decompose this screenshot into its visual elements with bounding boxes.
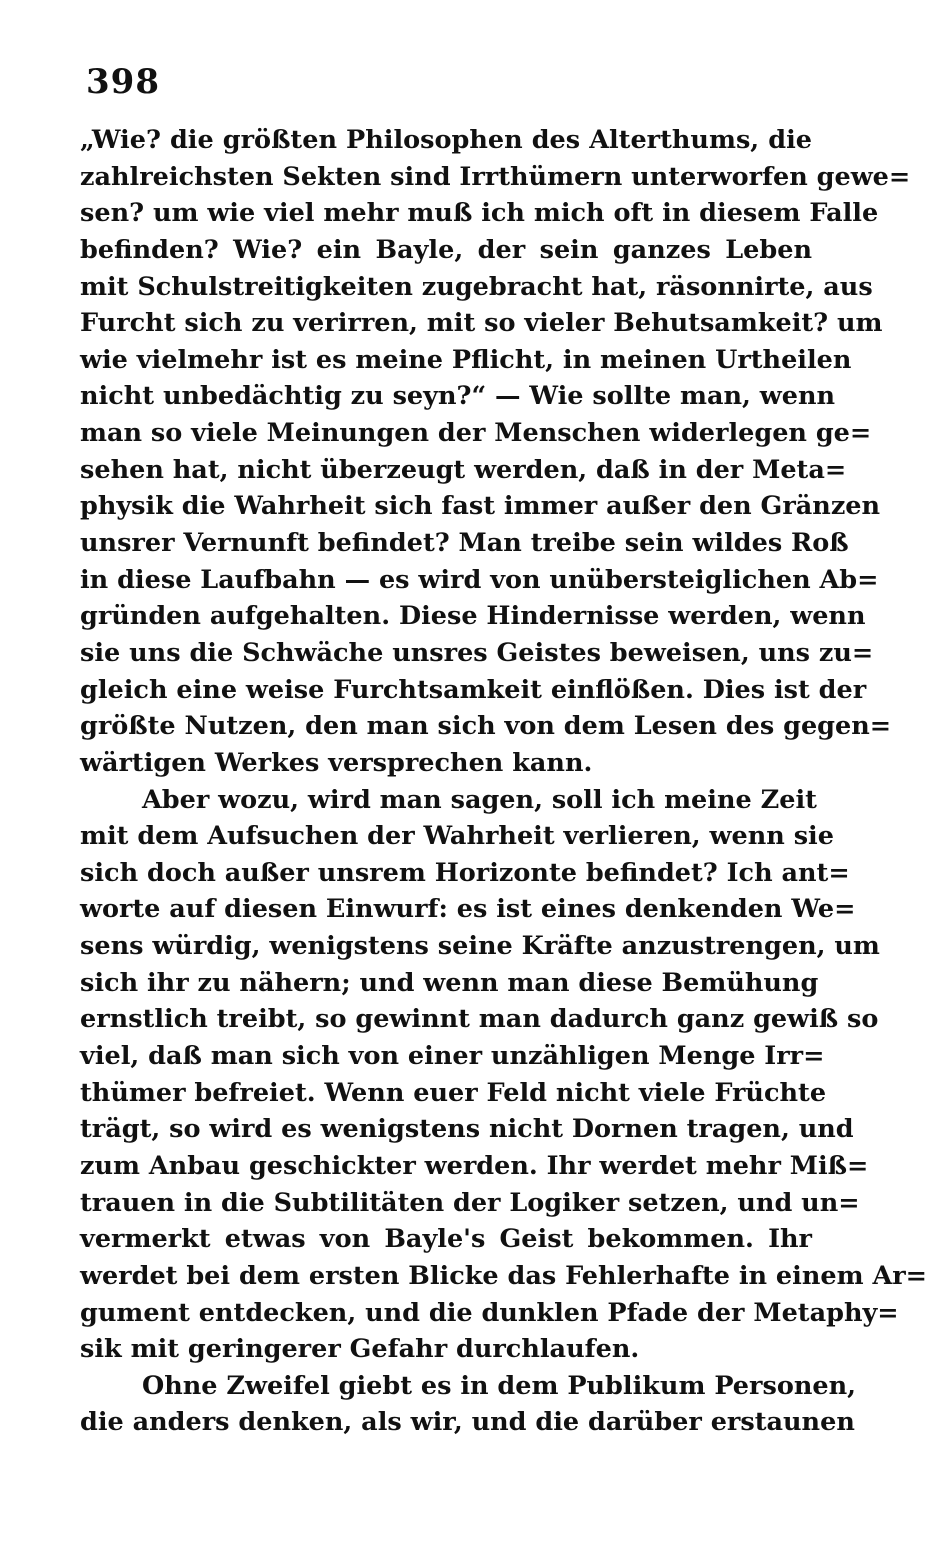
text-line: gument entdecken, und die dunklen Pfade der Metaphy= [80, 1297, 899, 1328]
text-line: nicht unbedächtig zu seyn?“ — Wie sollte man, wenn [80, 381, 836, 412]
text-line: trauen in die Subtilitäten der Logiker setzen, und un= [80, 1187, 860, 1218]
text-line: die anders denken, als wir, und die darüber erstaunen [80, 1407, 855, 1438]
body-text [80, 122, 927, 1441]
text-line: „Wie? die größten Philosophen des Alterthums, die [80, 125, 812, 155]
text-line: vermerkt etwas von Bayle's Geist bekommen. Ihr [80, 1224, 812, 1255]
text-line: gleich eine weise Furchtsamkeit einflößen. Dies ist der [80, 674, 867, 705]
text-line: sehen hat, nicht überzeugt werden, daß in der Meta= [80, 454, 847, 485]
text-line: sie uns die Schwäche unsres Geistes beweisen, uns zu= [80, 637, 874, 668]
text-line: sik mit geringerer Gefahr durchlaufen. [80, 1334, 640, 1365]
text-line: befinden? Wie? ein Bayle, der sein ganzes Leben [80, 234, 812, 265]
text-line: sen? um wie viel mehr muß ich mich oft in diesem Falle [80, 198, 879, 229]
text-line: wie vielmehr ist es meine Pflicht, in meinen Urtheilen [80, 344, 852, 375]
page-number: 398 [86, 62, 160, 102]
text-line: physik die Wahrheit sich fast immer außer den Gränzen [80, 491, 881, 522]
text-line: mit dem Aufsuchen der Wahrheit verlieren, wenn sie [80, 821, 834, 852]
text-line: ernstlich treibt, so gewinnt man dadurch ganz gewiß so [80, 1004, 879, 1035]
text-line: wärtigen Werkes versprechen kann. [80, 747, 593, 778]
text-line: zahlreichsten Sekten sind Irrthümern unterworfen gewe= [80, 161, 911, 192]
paragraph-start-line: Aber wozu, wird man sagen, soll ich meine Zeit [142, 784, 817, 815]
text-line: zum Anbau geschickter werden. Ihr werdet mehr Miß= [80, 1150, 869, 1181]
text-line: in diese Laufbahn — es wird von unübersteiglichen Ab= [80, 564, 879, 595]
text-line: werdet bei dem ersten Blicke das Fehlerhafte in einem Ar= [80, 1260, 927, 1291]
text-line: mit Schulstreitigkeiten zugebracht hat, räsonnirte, aus [80, 271, 873, 302]
text-line: Furcht sich zu verirren, mit so vieler Behutsamkeit? um [80, 308, 883, 339]
text-line: worte auf diesen Einwurf: es ist eines denkenden We= [80, 894, 856, 925]
paragraph-start-line: Ohne Zweifel giebt es in dem Publikum Personen, [142, 1370, 857, 1401]
text-line: thümer befreiet. Wenn euer Feld nicht viele Früchte [80, 1077, 827, 1108]
text-line: sich ihr zu nähern; und wenn man diese Bemühung [80, 967, 819, 998]
text-line: viel, daß man sich von einer unzähligen Menge Irr= [80, 1041, 825, 1072]
text-line: sich doch außer unsrem Horizonte befindet? Ich ant= [80, 857, 850, 888]
text-line: gründen aufgehalten. Diese Hindernisse werden, wenn [80, 601, 866, 632]
text-line: sens würdig, wenigstens seine Kräfte anzustrengen, um [80, 931, 880, 962]
text-line: unsrer Vernunft befindet? Man treibe sein wildes Roß [80, 528, 849, 559]
text-line: trägt, so wird es wenigstens nicht Dornen tragen, und [80, 1114, 854, 1145]
text-line: größte Nutzen, den man sich von dem Lesen des gegen= [80, 711, 892, 742]
text-line: man so viele Meinungen der Menschen widerlegen ge= [80, 418, 872, 449]
